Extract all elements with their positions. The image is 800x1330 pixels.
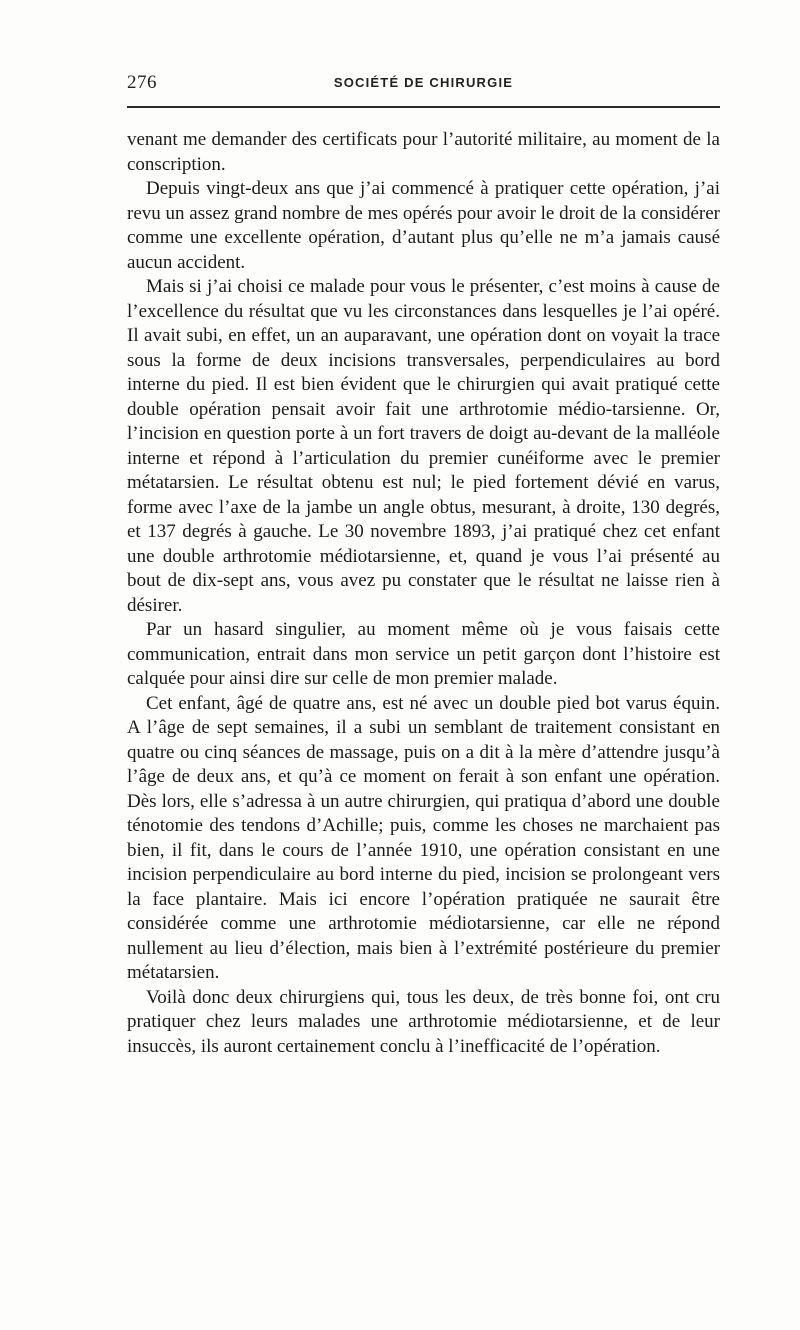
paragraph: Depuis vingt-deux ans que j’ai commencé à pratiquer cette opération, j’ai revu un assez grand nombre de mes opérés pour avoir le droit de la considérer comme une excellente opération, d’autant plus qu’elle ne m’a jamais causé aucun accident.	[127, 178, 721, 273]
running-header	[127, 72, 720, 98]
running-title: SOCIÉTÉ DE CHIRURGIE	[333, 75, 514, 90]
header-rule	[127, 106, 720, 108]
body-text	[127, 128, 720, 1059]
paragraph-continued: venant me demander des certificats pour l’autorité militaire, au moment de la conscription.	[127, 129, 720, 175]
paragraph: Par un hasard singulier, au moment même où je vous faisais cette communication, entrait dans mon service un petit garçon dont l’histoire est calquée pour ainsi dire sur celle de mon premier malade.	[127, 619, 720, 689]
paragraph: Cet enfant, âgé de quatre ans, est né avec un double pied bot varus équin. A l’âge de sept semaines, il a subi un semblant de traitement consistant en quatre ou cinq séances de massage, puis on a dit à la mère d’attendre jusqu’à l’âge de deux ans, et qu’à ce moment on ferait à son enfant une opération. Dès lors, elle s’adressa à un autre chirurgien, qui pratiqua d’abord une double ténotomie des tendons d’Achille; puis, comme les choses ne marchaient pas bien, il fit, dans le cours de l’année 1910, une opération consistant en une incision perpendiculaire au bord interne du pied, incision se prolongeant vers la face plantaire. Mais ici encore l’opération pratiquée ne saurait être considérée comme une arthrotomie médiotarsienne, car elle ne répond nullement au lieu d’élection, mais bien à l’extrémité postérieure du premier métatarsien.	[127, 692, 720, 983]
paragraph: Voilà donc deux chirurgiens qui, tous les deux, de très bonne foi, ont cru pratiquer chez leurs malades une arthrotomie médiotarsienne, et de leur insuccès, ils auront certainement conclu à l’inefficacité de l’opération.	[127, 986, 720, 1057]
page-number: 276	[127, 72, 157, 93]
paragraph: Mais si j’ai choisi ce malade pour vous le présenter, c’est moins à cause de l’excellence du résultat que vu les circonstances dans lesquelles je l’ai opéré. Il avait subi, en effet, un an auparavant, une opération dont on voyait la trace sous la forme de deux incisions transversales, perpendiculaires au bord interne du pied. Il est bien évident que le chirurgien qui avait pratiqué cette double opération pensait avoir fait une arthrotomie médio-tarsienne. Or, l’incision en question porte à un fort travers de doigt au-devant de la malléole interne et répond à l’articulation du premier cunéiforme avec le premier métatarsien. Le résultat obtenu est nul; le pied fortement dévié en varus, forme avec l’axe de la jambe un angle obtus, mesurant, à droite, 130 degrés, et 137 degrés à gauche. Le 30 novembre 1893, j’ai pratiqué chez cet enfant une double arthrotomie médiotarsienne, et, quand je vous l’ai présenté au bout de dix-sept ans, vous avez pu constater que le résultat ne laisse rien à désirer.	[127, 276, 720, 616]
